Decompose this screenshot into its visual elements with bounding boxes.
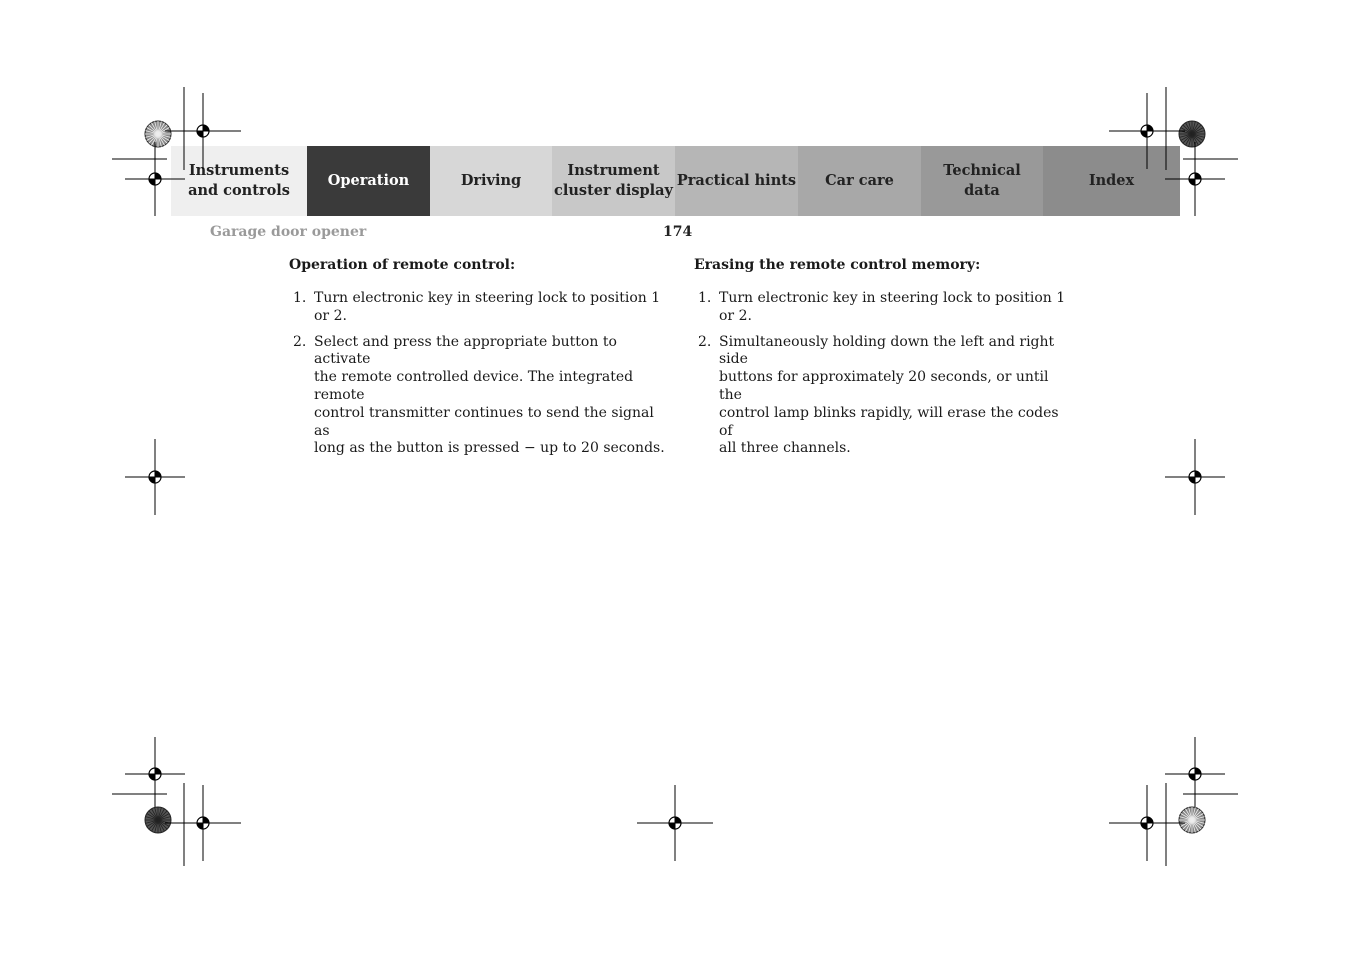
- tab-driving[interactable]: Driving: [430, 146, 552, 216]
- step-text: Simultaneously holding down the left and right side buttons for approximately 20 seconds, or until the control lamp blinks rapidly, will erase the codes of all three channels.: [719, 333, 1059, 457]
- crosshair-mark: [125, 737, 185, 811]
- right-heading: Erasing the remote control memory:: [694, 257, 981, 273]
- tab-index[interactable]: Index: [1043, 146, 1180, 216]
- color-target-mark: [1179, 121, 1205, 147]
- tab-instruments-and-controls[interactable]: Instruments and controls: [171, 146, 307, 216]
- tab-operation[interactable]: Operation: [307, 146, 430, 216]
- crosshair-mark: [125, 439, 185, 515]
- crosshair-mark: [165, 785, 241, 861]
- tab-practical-hints[interactable]: Practical hints: [675, 146, 798, 216]
- page-number: 174: [663, 224, 693, 240]
- left-heading: Operation of remote control:: [289, 257, 516, 273]
- tab-car-care[interactable]: Car care: [798, 146, 921, 216]
- step-text: Turn electronic key in steering lock to position 1 or 2.: [719, 290, 1066, 324]
- step-text: Turn electronic key in steering lock to position 1 or 2.: [314, 290, 661, 324]
- crosshair-mark: [1165, 142, 1225, 216]
- step-number: 1.: [698, 290, 712, 306]
- color-target-mark: [145, 807, 171, 833]
- crosshair-mark: [637, 785, 713, 861]
- crosshair-mark: [1165, 439, 1225, 515]
- tab-instrument-cluster-display[interactable]: Instrument cluster display: [552, 146, 675, 216]
- crosshair-mark: [1109, 785, 1185, 861]
- crosshair-mark: [1109, 93, 1185, 169]
- step-number: 2.: [698, 333, 712, 350]
- crosshair-mark: [125, 142, 185, 216]
- crosshair-mark: [165, 93, 241, 169]
- step-text: Select and press the appropriate button to activate the remote controlled device. The integrated remote control transmitter continues to send the signal as long as the button is pressed − up to 20 seconds.: [314, 333, 665, 457]
- color-target-mark: [1179, 807, 1205, 833]
- section-title: Garage door opener: [210, 224, 367, 240]
- crosshair-mark: [1165, 737, 1225, 811]
- step-number: 2.: [293, 333, 307, 350]
- step-number: 1.: [293, 290, 307, 306]
- color-target-mark: [145, 121, 171, 147]
- tab-technical-data[interactable]: Technical data: [921, 146, 1043, 216]
